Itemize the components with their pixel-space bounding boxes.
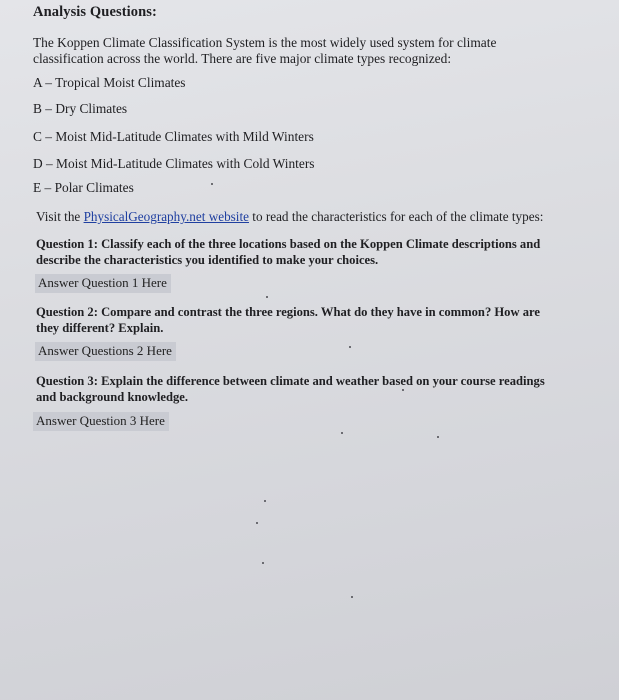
visit-text-before: Visit the bbox=[36, 209, 84, 224]
speck bbox=[341, 432, 343, 434]
section-heading: Analysis Questions: bbox=[33, 4, 157, 20]
speck bbox=[351, 596, 353, 598]
physicalgeography-link[interactable]: PhysicalGeography.net website bbox=[83, 209, 249, 224]
question-1: Question 1: Classify each of the three locations based on the Koppen Climate descriptions and describe the characteristics you identified to make your choices. bbox=[36, 237, 541, 267]
speck bbox=[437, 436, 439, 438]
climate-type-a: A – Tropical Moist Climates bbox=[33, 75, 186, 90]
climate-type-e: E – Polar Climates bbox=[33, 180, 134, 195]
climate-type-d: D – Moist Mid-Latitude Climates with Cold Winters bbox=[33, 156, 315, 171]
speck bbox=[211, 183, 213, 185]
speck bbox=[402, 389, 404, 391]
speck bbox=[266, 296, 268, 298]
speck bbox=[262, 562, 264, 564]
answer-3-field[interactable]: Answer Question 3 Here bbox=[33, 412, 169, 431]
intro-paragraph: The Koppen Climate Classification System is the most widely used system for climate classification across the world. There are five major climate types recognized: bbox=[33, 35, 497, 66]
question-2: Question 2: Compare and contrast the three regions. What do they have in common? How are they different? Explain. bbox=[36, 305, 540, 335]
climate-type-c: C – Moist Mid-Latitude Climates with Mild Winters bbox=[33, 129, 314, 144]
answer-1-field[interactable]: Answer Question 1 Here bbox=[35, 274, 171, 293]
speck bbox=[256, 522, 258, 524]
climate-type-b: B – Dry Climates bbox=[33, 101, 128, 116]
visit-text-after: to read the characteristics for each of the climate types: bbox=[248, 209, 544, 224]
question-3: Question 3: Explain the difference between climate and weather based on your course readings and background knowledge. bbox=[36, 374, 545, 404]
speck bbox=[264, 500, 266, 502]
answer-2-field[interactable]: Answer Questions 2 Here bbox=[35, 342, 176, 361]
speck bbox=[349, 346, 351, 348]
visit-instruction bbox=[36, 209, 543, 225]
